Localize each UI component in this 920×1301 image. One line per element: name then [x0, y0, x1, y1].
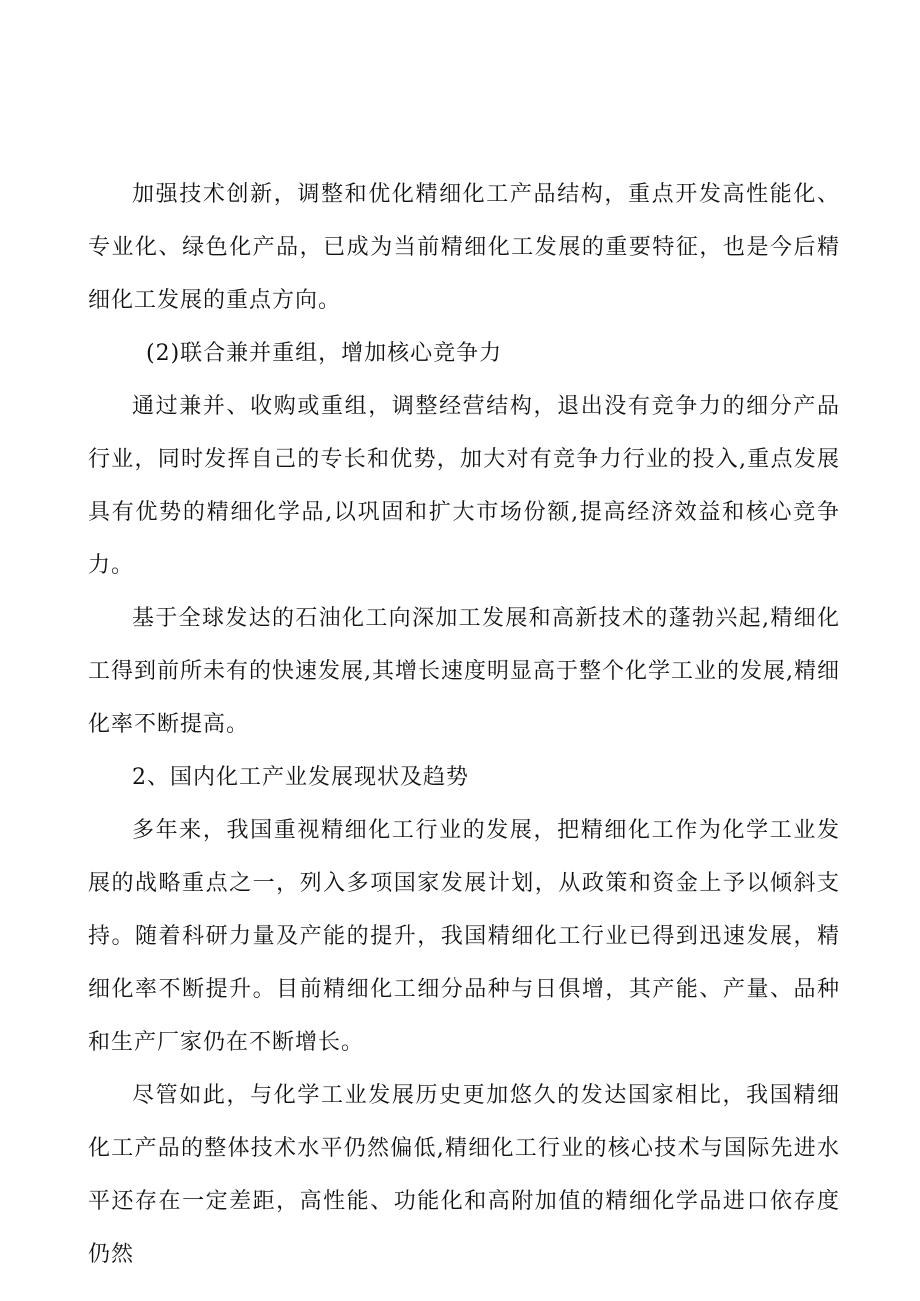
section-heading-merger: (2)联合兼并重组，增加核心竞争力 — [146, 341, 503, 366]
paragraph-domestic-development: 多年来，我国重视精细化工行业的发展，把精细化工作为化学工业发展的战略重点之一，列入多项国家发展计划，从政策和资金上予以倾斜支持。随着科研力量及产能的提升，我国精细化工行业已得到迅速发展，精细化率不断提升。目前精细化工细分品种与日俱增，其产能、产量、品种和生产厂家仍在不断增长。 — [88, 818, 840, 1055]
document-page — [88, 168, 840, 1281]
paragraph-global-development: 基于全球发达的石油化工向深加工发展和高新技术的蓬勃兴起,精细化工得到前所未有的快速发展,其增长速度明显高于整个化学工业的发展,精细化率不断提高。 — [88, 606, 840, 737]
paragraph-merger: 通过兼并、收购或重组，调整经营结构，退出没有竞争力的细分产品行业，同时发挥自己的专长和优势，加大对有竞争力行业的投入,重点发展具有优势的精细化学品,以巩固和扩大市场份额,提高经济效益和核心竞争力。 — [88, 394, 840, 578]
paragraph-technology-gap: 尽管如此，与化学工业发展历史更加悠久的发达国家相比，我国精细化工产品的整体技术水平仍然偏低,精细化工行业的核心技术与国际先进水平还存在一定差距，高性能、功能化和高附加值的精细化学品进口依存度仍然 — [88, 1083, 840, 1267]
section-heading-domestic: 2、国内化工产业发展现状及趋势 — [132, 765, 469, 790]
paragraph-tech-innovation: 加强技术创新，调整和优化精细化工产品结构，重点开发高性能化、专业化、绿色化产品，已成为当前精细化工发展的重要特征，也是今后精细化工发展的重点方向。 — [88, 182, 840, 313]
